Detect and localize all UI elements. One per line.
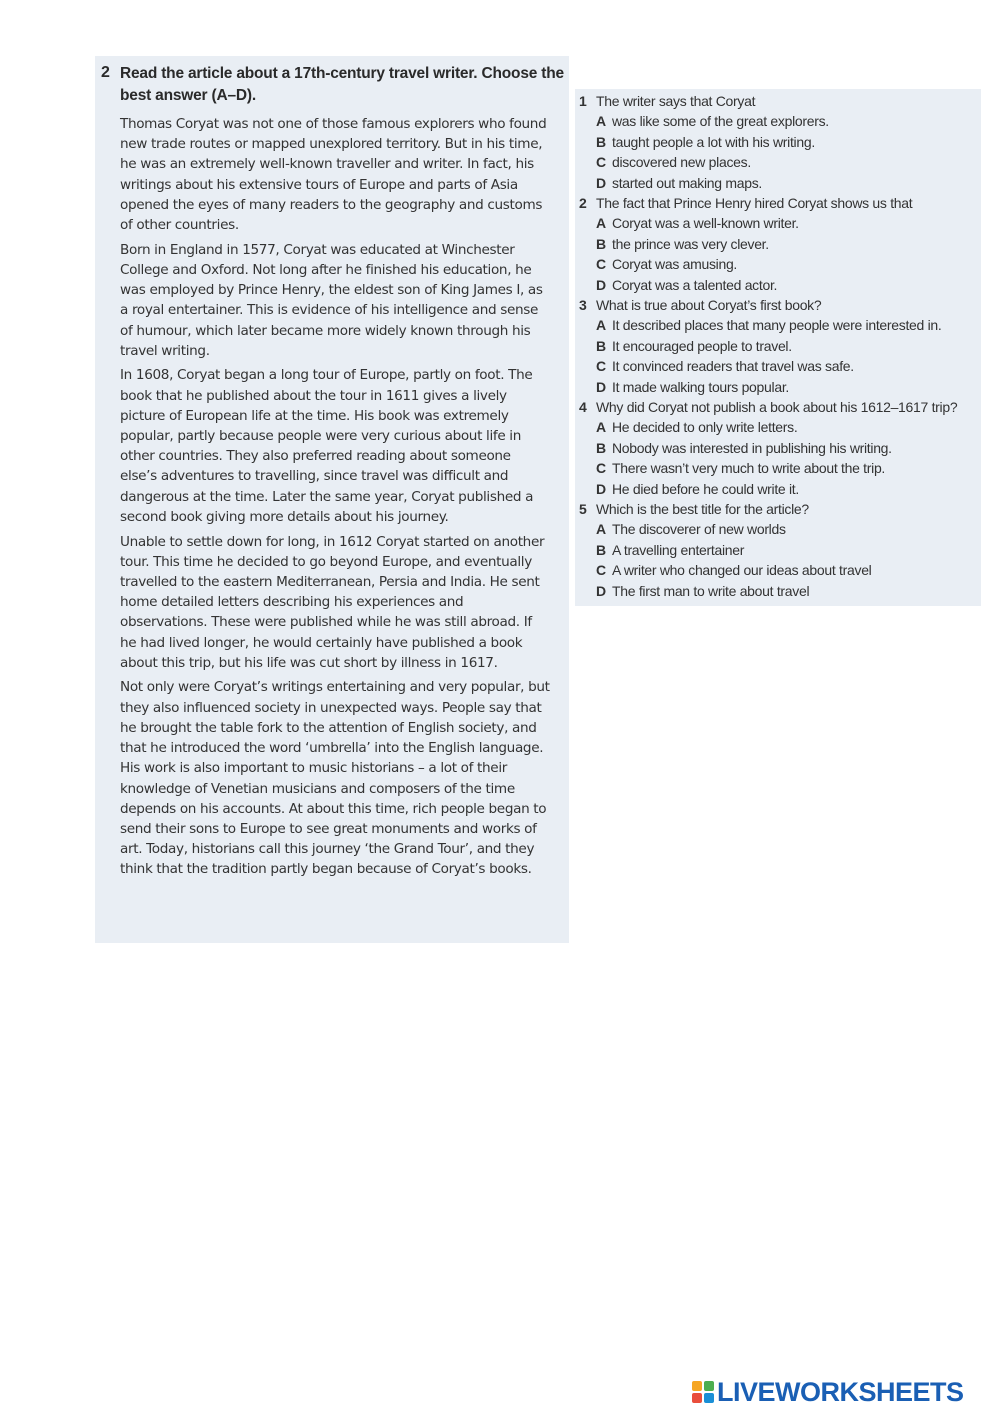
- article-paragraph: Unable to settle down for long, in 1612 Coryat started on another tour. This time he decided to go beyond Europe, and eventually travelled to the eastern Mediterranean, Persia and India. He sent home detailed letters describing his experiences and observations. These were published while he was still abroad. If he had lived longer, he would certainly have published a book about this trip, but his life was cut short by illness in 1617.: [120, 533, 545, 671]
- option-text: It encouraged people to travel.: [612, 337, 792, 354]
- option-text: It described places that many people were interested in.: [612, 317, 942, 334]
- option-letter: C: [596, 256, 606, 273]
- option-letter: A: [596, 113, 606, 130]
- option-letter: D: [596, 276, 606, 293]
- answer-option[interactable]: [575, 540, 981, 560]
- questions-panel: [575, 89, 981, 606]
- option-text: started out making maps.: [612, 174, 762, 191]
- option-letter: D: [596, 480, 606, 497]
- option-text: taught people a lot with his writing.: [612, 133, 815, 150]
- option-text: Coryat was a talented actor.: [612, 276, 778, 293]
- option-letter: A: [596, 215, 606, 232]
- option-text: was like some of the great explorers.: [612, 113, 829, 130]
- article-text: [120, 114, 550, 884]
- option-text: Coryat was a well-known writer.: [612, 215, 799, 232]
- option-letter: C: [596, 562, 606, 579]
- answer-option[interactable]: [575, 111, 981, 131]
- option-text: There wasn’t very much to write about the trip.: [612, 460, 886, 477]
- question-3: [575, 295, 981, 397]
- article-paragraph: Not only were Coryat’s writings entertaining and very popular, but they also influenced society in unexpected ways. People say that he brought the table fork to the attention of English society, and that he introduced the word ‘umbrella’ into the English language. His work is also important to music historians – a lot of their knowledge of Venetian musicians and composers of the time depends on his accounts. At about this time, rich people began to send their sons to Europe to see great monuments and works of art. Today, historians call this journey ‘the Grand Tour’, and they think that the tradition partly began because of Coryat’s books.: [120, 679, 550, 878]
- question-number: 1: [579, 93, 587, 109]
- option-letter: A: [596, 521, 606, 538]
- task-instruction: Read the article about a 17th-century travel writer. Choose the best answer (A–D).: [120, 65, 564, 104]
- answer-option[interactable]: [575, 152, 981, 172]
- option-text: A travelling entertainer: [612, 541, 745, 558]
- task-number: 2: [101, 64, 110, 81]
- option-text: Coryat was amusing.: [612, 256, 738, 273]
- option-text: the prince was very clever.: [612, 235, 769, 252]
- option-text: The first man to write about travel: [612, 582, 810, 599]
- question-4: [575, 397, 981, 499]
- option-text: A writer who changed our ideas about travel: [612, 562, 872, 579]
- answer-option[interactable]: [575, 581, 981, 601]
- answer-option[interactable]: [575, 377, 981, 397]
- option-text: It convinced readers that travel was safe.: [612, 358, 854, 375]
- question-text: The fact that Prince Henry hired Coryat shows us that: [596, 195, 913, 211]
- question-number: 2: [579, 195, 587, 211]
- article-paragraph: In 1608, Coryat began a long tour of Europe, partly on foot. The book that he published about the tour in 1611 gives a lively picture of European life at the time. His book was extremely popular, partly because people were very curious about life in other countries. They also preferred reading about someone else’s adventures to travelling, since travel was difficult and dangerous at the time. Later the same year, Coryat published a second book giving more details about his journey.: [120, 367, 534, 525]
- question-5: [575, 499, 981, 601]
- option-letter: D: [596, 378, 606, 395]
- question-text: The writer says that Coryat: [596, 93, 756, 109]
- option-text: The discoverer of new worlds: [612, 521, 786, 538]
- option-letter: B: [596, 235, 606, 252]
- question-number: 3: [579, 297, 587, 313]
- question-text: What is true about Coryat’s first book?: [596, 297, 822, 313]
- answer-option[interactable]: [575, 356, 981, 376]
- answer-option[interactable]: [575, 254, 981, 274]
- liveworksheets-brand[interactable]: [692, 1377, 964, 1407]
- answer-option[interactable]: [575, 234, 981, 254]
- question-number: 4: [579, 399, 587, 415]
- liveworksheets-logo-icon: [692, 1381, 715, 1404]
- answer-option[interactable]: [575, 173, 981, 193]
- answer-option[interactable]: [575, 519, 981, 539]
- answer-option[interactable]: [575, 458, 981, 478]
- option-letter: A: [596, 317, 606, 334]
- answer-option[interactable]: [575, 438, 981, 458]
- option-text: It made walking tours popular.: [612, 378, 789, 395]
- question-number: 5: [579, 501, 587, 517]
- option-letter: D: [596, 582, 606, 599]
- option-letter: B: [596, 541, 606, 558]
- option-letter: D: [596, 174, 606, 191]
- answer-option[interactable]: [575, 479, 981, 499]
- brand-name: LIVEWORKSHEETS: [717, 1376, 964, 1407]
- answer-option[interactable]: [575, 132, 981, 152]
- option-letter: B: [596, 337, 606, 354]
- option-letter: B: [596, 439, 606, 456]
- answer-option[interactable]: [575, 213, 981, 233]
- question-text: Why did Coryat not publish a book about his 1612–1617 trip?: [596, 399, 958, 415]
- option-text: He decided to only write letters.: [612, 419, 798, 436]
- answer-option[interactable]: [575, 417, 981, 437]
- article-panel: [95, 56, 569, 943]
- question-2: [575, 193, 981, 295]
- answer-option[interactable]: [575, 315, 981, 335]
- article-paragraph: Thomas Coryat was not one of those famous explorers who found new trade routes or mapped unexplored territory. But in his time, he was an extremely well-known traveller and writer. In fact, his writings about his extensive tours of Europe and parts of Asia opened the eyes of many readers to the geography and customs of other countries.: [120, 116, 547, 234]
- answer-option[interactable]: [575, 275, 981, 295]
- option-text: Nobody was interested in publishing his writing.: [612, 439, 892, 456]
- answer-option[interactable]: [575, 336, 981, 356]
- article-paragraph: Born in England in 1577, Coryat was educated at Winchester College and Oxford. Not long after he finished his education, he was employed by Prince Henry, the eldest son of King James I, as a royal entertainer. This is evidence of his intelligence and sense of humour, which later became more widely known through his travel writing.: [120, 241, 543, 359]
- option-letter: C: [596, 460, 606, 477]
- option-text: He died before he could write it.: [612, 480, 799, 497]
- option-letter: C: [596, 154, 606, 171]
- question-1: [575, 91, 981, 193]
- answer-option[interactable]: [575, 560, 981, 580]
- option-letter: B: [596, 133, 606, 150]
- option-text: discovered new places.: [612, 154, 751, 171]
- option-letter: A: [596, 419, 606, 436]
- option-letter: C: [596, 358, 606, 375]
- question-text: Which is the best title for the article?: [596, 501, 809, 517]
